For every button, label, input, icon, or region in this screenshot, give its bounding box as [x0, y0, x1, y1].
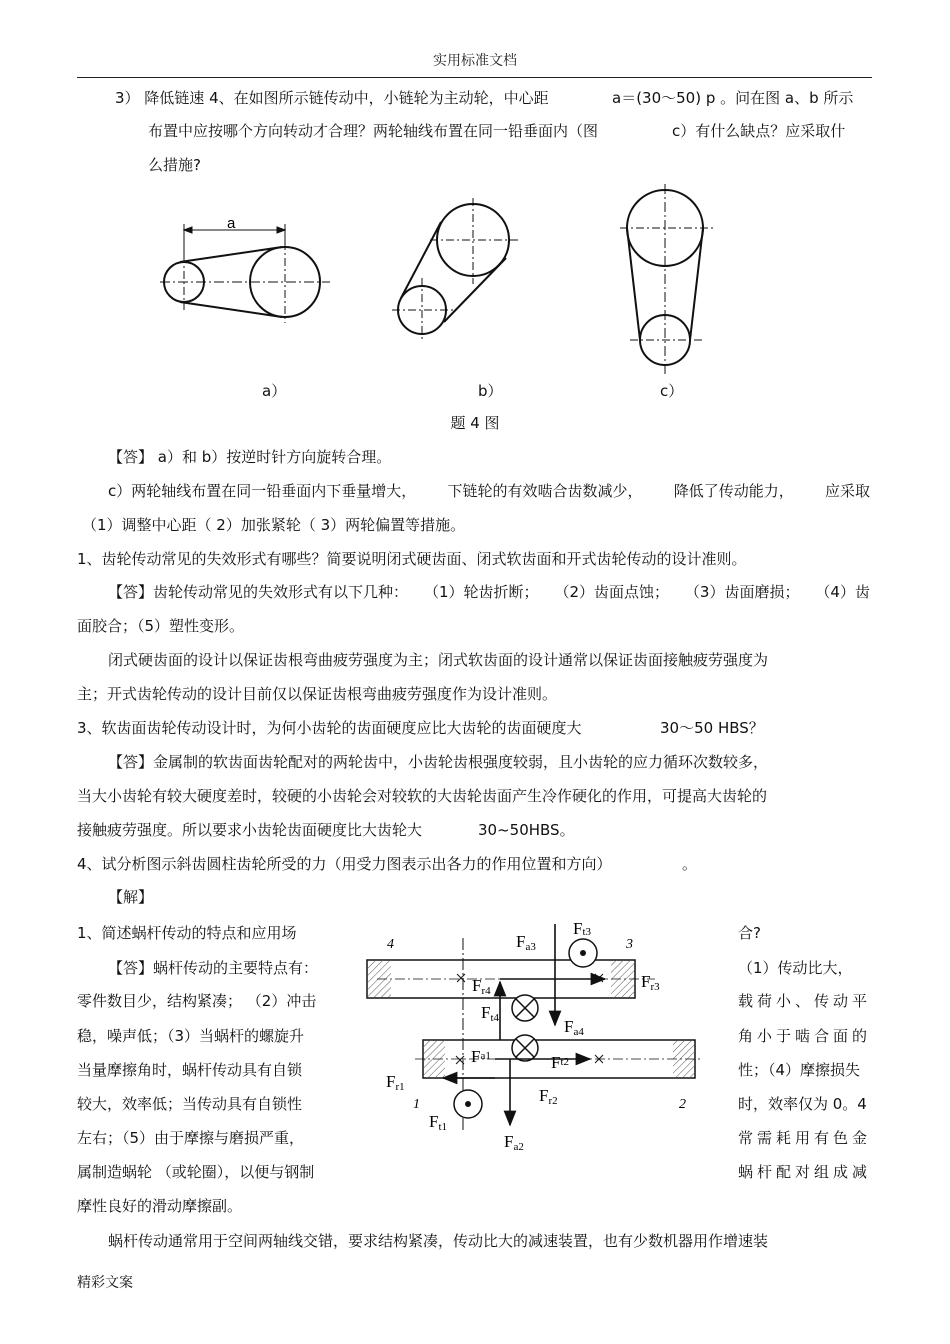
chain-drive-figure: [150, 180, 730, 410]
ans1-part: （3）齿面磨损；: [684, 583, 800, 601]
worm-last-line: 蜗杆传动通常用于空间两轴线交错，要求结构紧凑，传动比大的减速装置，也有少数机器用作增速装: [108, 1232, 769, 1250]
ans3-line3a: 接触疲劳强度。所以要求小齿轮齿面硬度比大齿轮大: [77, 821, 423, 839]
solution-label: 【解】: [108, 888, 154, 906]
q4-line1a: 3） 降低链速 4、在如图所示链传动中，小链轮为主动轮，中心距: [115, 89, 549, 107]
q1-text: 1、齿轮传动常见的失效形式有哪些？简要说明闭式硬齿面、闭式软齿面和开式齿轮传动的设计准则。: [77, 550, 747, 568]
worm-left-1: 1、简述蜗杆传动的特点和应用场: [77, 924, 297, 942]
label-Fr1: Fr1: [386, 1072, 405, 1093]
label-Fa2: Fa2: [504, 1132, 524, 1153]
worm-right-2: （1）传动比大，: [738, 959, 853, 977]
ans4-part: 下链轮的有效啮合齿数减少，: [447, 482, 643, 500]
gear-force-figure: [355, 910, 725, 1160]
header-rule: [77, 77, 872, 78]
worm-left-2: 【答】蜗杆传动的主要特点有：: [108, 959, 319, 977]
ans1-line2: 面胶合；（5）塑性变形。: [77, 617, 245, 635]
label-Fa3: Fa3: [516, 932, 536, 953]
worm-left-4: 稳，噪声低；（3）当蜗杆的螺旋升: [77, 1027, 305, 1045]
q4b-text-b: 。: [682, 855, 698, 873]
ans4-line1: 【答】 a）和 b）按逆时针方向旋转合理。: [108, 448, 392, 466]
label-Ft4: Ft4: [481, 1003, 500, 1024]
q3-text-a: 3、软齿面齿轮传动设计时，为何小齿轮的齿面硬度应比大齿轮的齿面硬度大: [77, 719, 582, 737]
gear-number-4: 4: [387, 937, 394, 952]
ans1-line1: [108, 580, 870, 604]
dim-a-label: a: [227, 215, 236, 232]
page-footer: 精彩文案: [77, 1275, 133, 1291]
q4-line2a: 布置中应按哪个方向转动才合理？两轮轴线布置在同一铅垂面内（图: [148, 122, 599, 140]
figure-title: 题 4 图: [450, 414, 500, 432]
caption-c: c）: [660, 382, 684, 400]
gear-number-3: 3: [626, 937, 633, 952]
gear-number-2: 2: [679, 1097, 686, 1112]
worm-left-3: 零件数目少，结构紧凑； （2）冲击: [77, 992, 317, 1010]
worm-left-7: 左右；（5）由于摩擦与磨损严重，: [77, 1129, 305, 1147]
ans1-part: （2）齿面点蚀；: [554, 583, 669, 601]
label-Fr2: Fr2: [539, 1086, 558, 1107]
ans1-part: （4）齿: [815, 583, 870, 601]
ans3-line1: 【答】金属制的软齿面齿轮配对的两轮齿中，小齿轮齿根强度较弱，且小齿轮的应力循环次数较多，: [108, 753, 769, 771]
q3-text-b: 30～50 HBS？: [660, 719, 764, 737]
q4-line1b: a＝(30～50) p 。问在图 a、b 所示: [612, 89, 854, 107]
label-Ft1: Ft1: [429, 1112, 448, 1133]
q4b-text-a: 4、试分析图示斜齿圆柱齿轮所受的力（用受力图表示出各力的作用位置和方向）: [77, 855, 612, 873]
label-Fa1: Fa1: [471, 1047, 491, 1066]
ans4-part: 应采取: [824, 482, 870, 500]
ans1-part: （1）轮齿折断；: [423, 583, 539, 601]
worm-right-3: 载荷小、传动平: [738, 992, 872, 1010]
worm-right-8: 蜗杆配对组成减: [738, 1163, 872, 1181]
label-Ft3: Ft3: [573, 919, 592, 938]
worm-right-4: 角小于啮合面的: [738, 1027, 872, 1045]
gear-number-1: 1: [413, 1097, 420, 1112]
worm-right-6: 时，效率仅为 0。4: [738, 1095, 867, 1113]
q4-line2b: c）有什么缺点？应采取什: [672, 122, 846, 140]
ans4-line2: [108, 479, 870, 503]
worm-right-5: 性；（4）摩擦损失: [738, 1061, 861, 1079]
label-Fr3: Fr3: [641, 972, 660, 993]
worm-left-9: 摩性良好的滑动摩擦副。: [77, 1197, 243, 1215]
label-Fr4: Fr4: [472, 976, 491, 997]
caption-a: a）: [262, 382, 287, 400]
label-Ft2: Ft2: [551, 1053, 570, 1072]
ans3-line3b: 30~50HBS。: [478, 821, 575, 839]
ans1-line3: 闭式硬齿面的设计以保证齿根弯曲疲劳强度为主；闭式软齿面的设计通常以保证齿面接触疲劳强度为: [108, 651, 769, 669]
page-header: 实用标准文档: [433, 53, 517, 69]
q4-line3: 么措施?: [148, 156, 201, 174]
ans1-line4: 主；开式齿轮传动的设计目前仅以保证齿根弯曲疲劳强度作为设计准则。: [77, 685, 558, 703]
ans4-part: c）两轮轴线布置在同一铅垂面内下垂量增大，: [108, 482, 417, 500]
worm-left-5: 当量摩擦角时，蜗杆传动具有自锁: [77, 1061, 303, 1079]
ans1-part: 【答】齿轮传动常见的失效形式有以下几种：: [108, 583, 409, 601]
worm-right-1: 合?: [738, 924, 761, 942]
worm-right-7: 常需耗用有色金: [738, 1129, 872, 1147]
ans4-line3: （1）调整中心距（ 2）加张紧轮（ 3）两轮偏置等措施。: [82, 516, 466, 534]
ans3-line2: 当大小齿轮有较大硬度差时，较硬的小齿轮会对较软的大齿轮齿面产生冷作硬化的作用，可提高大齿轮的: [77, 787, 768, 805]
worm-left-6: 较大，效率低；当传动具有自锁性: [77, 1095, 303, 1113]
caption-b: b）: [478, 382, 503, 400]
ans4-part: 降低了传动能力，: [673, 482, 794, 500]
label-Fa4: Fa4: [564, 1017, 584, 1038]
worm-left-8: 属制造蜗轮 （或轮圈），以便与钢制: [77, 1163, 315, 1181]
